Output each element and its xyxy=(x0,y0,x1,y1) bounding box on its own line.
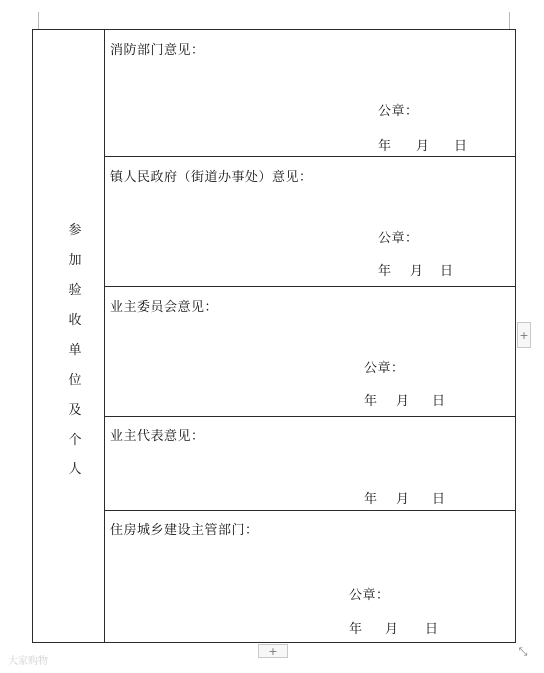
side-label-char: 参 xyxy=(68,223,82,238)
add-column-button[interactable]: + xyxy=(517,322,531,348)
side-label-char: 收 xyxy=(68,313,82,328)
day-label: 日 xyxy=(454,139,468,154)
month-label: 月 xyxy=(410,264,424,279)
month-label: 月 xyxy=(385,622,399,637)
day-label: 日 xyxy=(432,394,446,409)
seal-label: 公章： xyxy=(349,588,390,603)
section-heading-fire-dept: 消防部门意见： xyxy=(110,43,205,58)
side-label-char: 验 xyxy=(68,283,82,298)
month-label: 月 xyxy=(396,394,410,409)
section-heading-town-government: 镇人民政府（街道办事处）意见： xyxy=(110,170,313,185)
month-label: 月 xyxy=(396,492,410,507)
year-label: 年 xyxy=(378,264,392,279)
year-label: 年 xyxy=(378,139,392,154)
side-label-char: 个 xyxy=(68,433,82,448)
year-label: 年 xyxy=(364,492,378,507)
date-line xyxy=(364,390,464,409)
crop-mark-top-left xyxy=(38,12,39,30)
date-line xyxy=(378,260,478,279)
side-label-char: 人 xyxy=(68,462,82,477)
table-resize-handle[interactable]: ⤡ xyxy=(518,645,528,658)
section-heading-owners-committee: 业主委员会意见： xyxy=(110,300,219,315)
date-line xyxy=(378,135,478,154)
seal-label: 公章： xyxy=(378,231,419,246)
watermark: 大家购物 xyxy=(8,656,48,667)
side-label-char: 单 xyxy=(68,343,82,358)
seal-label: 公章： xyxy=(364,361,405,376)
date-line xyxy=(349,618,449,637)
section-heading-housing-authority: 住房城乡建设主管部门： xyxy=(110,523,259,538)
side-label-char: 加 xyxy=(68,253,82,268)
side-label-char: 及 xyxy=(68,403,82,418)
year-label: 年 xyxy=(349,622,363,637)
table-column-divider xyxy=(104,29,105,643)
date-line xyxy=(364,488,464,507)
seal-label: 公章： xyxy=(378,104,419,119)
add-row-button[interactable]: + xyxy=(258,644,288,658)
day-label: 日 xyxy=(440,264,454,279)
row-divider-1 xyxy=(104,156,516,157)
year-label: 年 xyxy=(364,394,378,409)
row-divider-4 xyxy=(104,510,516,511)
section-heading-owner-representative: 业主代表意见： xyxy=(110,429,205,444)
side-label-char: 位 xyxy=(68,373,82,388)
day-label: 日 xyxy=(425,622,439,637)
month-label: 月 xyxy=(416,139,430,154)
day-label: 日 xyxy=(432,492,446,507)
row-divider-2 xyxy=(104,286,516,287)
row-divider-3 xyxy=(104,416,516,417)
crop-mark-top-right xyxy=(509,12,510,30)
